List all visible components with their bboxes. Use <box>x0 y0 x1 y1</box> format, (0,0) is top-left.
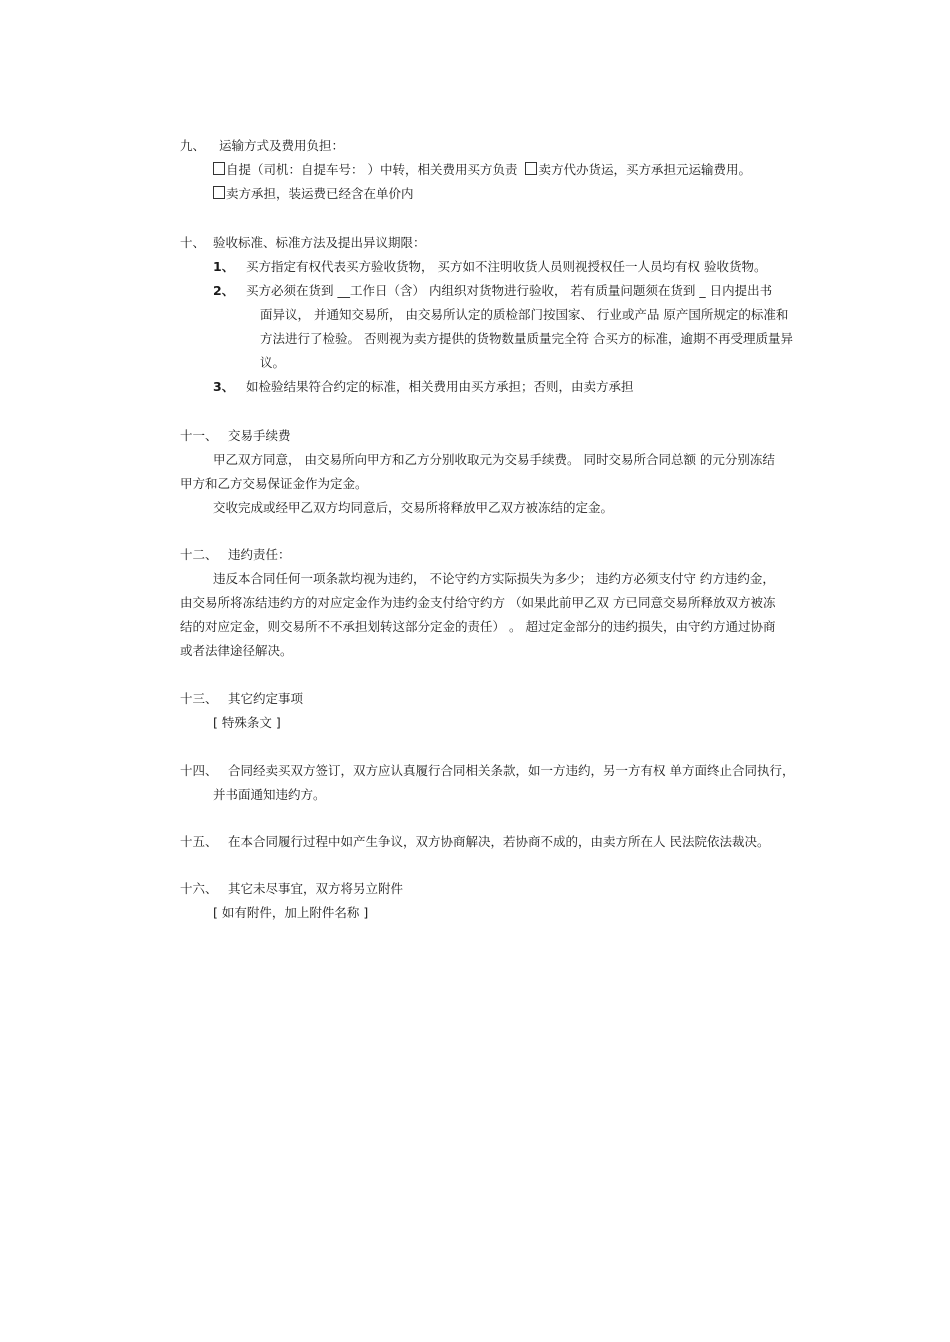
list-item-text: 买方必须在货到 __工作日（含） 内组织对货物进行验收， 若有质量问题须在货到 _ 日内提出书 <box>246 283 773 298</box>
section-9-heading <box>180 134 860 158</box>
section-15-title: 在本合同履行过程中如产生争议，双方协商解决，若协商不成的，由卖方所在人 民法院依法裁决。 <box>228 834 770 849</box>
section-16-heading <box>180 877 860 901</box>
section-13-title: 其它约定事项 <box>228 691 304 706</box>
special-terms-placeholder: [ 特殊条文 ] <box>213 715 281 730</box>
seller-bears-checkbox[interactable] <box>213 186 225 199</box>
section-11-heading <box>180 424 860 448</box>
list-item-number: 3、 <box>213 379 235 394</box>
list-item-number: 1、 <box>213 259 235 274</box>
section-15 <box>180 830 860 854</box>
paragraph: 由交易所将冻结违约方的对应定金作为违约金支付给守约方 （如果此前甲乙双 方已同意交易所释放双方被冻 <box>180 595 776 610</box>
paragraph: 甲方和乙方交易保证金作为定金。 <box>180 476 368 491</box>
paragraph: 或者法律途径解决。 <box>180 643 293 658</box>
paragraph: 甲乙双方同意， 由交易所向甲方和乙方分别收取元为交易手续费。 同时交易所合同总额 的元分别冻结 <box>213 452 775 467</box>
section-15-heading <box>180 830 860 854</box>
section-16-title: 其它未尽事宜，双方将另立附件 <box>228 881 404 896</box>
paragraph: 交收完成或经甲乙双方均同意后，交易所将释放甲乙双方被冻结的定金。 <box>213 500 614 515</box>
list-item-text: 议。 <box>260 355 286 370</box>
section-13-number: 十三、 <box>180 691 218 706</box>
section-10 <box>180 231 860 399</box>
section-14 <box>180 759 860 807</box>
list-item <box>180 279 860 375</box>
section-9-title: 运输方式及费用负担： <box>219 138 345 153</box>
section-10-title: 验收标准、标准方法及提出异议期限： <box>213 235 426 250</box>
list-item-text: 方法进行了检验。 否则视为卖方提供的货物数量质量完全符 合买方的标准，逾期不再受理质量异 <box>260 331 793 346</box>
paragraph: 结的对应定金，则交易所不不承担划转这部分定金的责任） 。 超过定金部分的违约损失，由守约方通过协商 <box>180 619 776 634</box>
section-10-number: 十、 <box>180 235 206 250</box>
section-12-number: 十二、 <box>180 547 218 562</box>
transport-options-line-2 <box>180 182 860 206</box>
list-item <box>180 255 860 279</box>
section-16 <box>180 877 860 925</box>
list-item-text: 买方指定有权代表买方验收货物， 买方如不注明收货人员则视授权任一人员均有权 验收货物。 <box>246 259 767 274</box>
section-11 <box>180 424 860 520</box>
section-11-title: 交易手续费 <box>228 428 291 443</box>
section-9 <box>180 134 860 206</box>
section-13 <box>180 687 860 735</box>
section-15-number: 十五、 <box>180 834 218 849</box>
paragraph: 违反本合同任何一项条款均视为违约， 不论守约方实际损失为多少； 违约方必须支付守 约方违约金， <box>213 571 775 586</box>
list-item-text: 如检验结果符合约定的标准，相关费用由买方承担；否则，由卖方承担 <box>246 379 634 394</box>
attachment-placeholder: [ 如有附件，加上附件名称 ] <box>213 905 369 920</box>
list-item-number: 2、 <box>213 283 235 298</box>
seller-shipping-label: 卖方代办货运，买方承担元运输费用。 <box>538 162 751 177</box>
section-10-heading <box>180 231 860 255</box>
section-14-number: 十四、 <box>180 763 218 778</box>
section-11-number: 十一、 <box>180 428 218 443</box>
section-12 <box>180 543 860 663</box>
section-12-heading <box>180 543 860 567</box>
list-item <box>180 375 860 399</box>
section-9-number: 九、 <box>180 138 206 153</box>
paragraph: 并书面通知违约方。 <box>213 787 326 802</box>
section-13-heading <box>180 687 860 711</box>
seller-shipping-checkbox[interactable] <box>525 162 537 175</box>
seller-bears-label: 卖方承担，装运费已经含在单价内 <box>226 186 414 201</box>
self-pickup-label: 自提（司机：自提车号： ）中转，相关费用买方负责 <box>226 162 518 177</box>
transport-options-line-1 <box>180 158 860 182</box>
section-14-heading <box>180 759 860 783</box>
list-item-text: 面异议， 并通知交易所， 由交易所认定的质检部门按国家、 行业或产品 原产国所规定的标准和 <box>260 307 789 322</box>
section-12-title: 违约责任： <box>228 547 291 562</box>
self-pickup-checkbox[interactable] <box>213 162 225 175</box>
section-14-title: 合同经卖买双方签订，双方应认真履行合同相关条款，如一方违约，另一方有权 单方面终止合同执行， <box>228 763 795 778</box>
section-16-number: 十六、 <box>180 881 218 896</box>
